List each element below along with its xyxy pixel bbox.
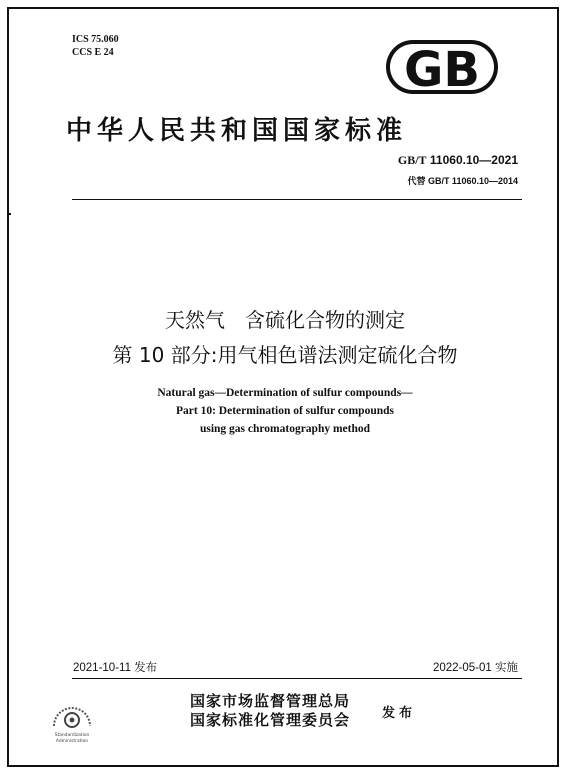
sac-seal-icon [46, 696, 98, 748]
seal-text-line2: Administration [55, 739, 89, 744]
issue-date: 2021-10-11 发布 [73, 662, 158, 674]
footer-divider [72, 678, 522, 679]
replaces-standard: 代替 GB/T 11060.10—2014 [407, 176, 518, 186]
gb-logo [384, 37, 500, 97]
margin-mark [7, 213, 11, 215]
ics-code: ICS 75.060 [72, 34, 119, 45]
publish-label: 发布 [382, 706, 417, 721]
title-cn-part: 第 10 部分:用气相色谱法测定硫化合物 [112, 343, 458, 367]
standard-number [398, 153, 518, 168]
title-en [0, 384, 570, 438]
classification-codes [72, 33, 119, 59]
implementation-date: 2022-05-01 实施 [432, 662, 518, 674]
issuer-sac: 国家标准化管理委员会 [190, 711, 351, 729]
title-en-line2: Part 10: Determination of sulfur compounds [176, 405, 394, 417]
seal-text-line1: Standardization [54, 733, 90, 738]
title-cn-main: 天然气 含硫化合物的测定 [165, 308, 405, 332]
title-en-line3: using gas chromatography method [199, 423, 371, 435]
gb-logo-text: GB [404, 42, 480, 97]
standard-number-value: 11060.10—2021 [429, 153, 518, 167]
ccs-code: CCS E 24 [72, 47, 114, 58]
standard-number-prefix: GB/T [397, 153, 427, 167]
standard-org-title: 中华人民共和国国家标准 [66, 116, 408, 146]
header-divider [72, 199, 522, 200]
issuer-samr: 国家市场监督管理总局 [190, 692, 351, 710]
title-en-line1: Natural gas—Determination of sulfur compounds— [157, 387, 413, 399]
issuing-authorities [190, 692, 350, 730]
